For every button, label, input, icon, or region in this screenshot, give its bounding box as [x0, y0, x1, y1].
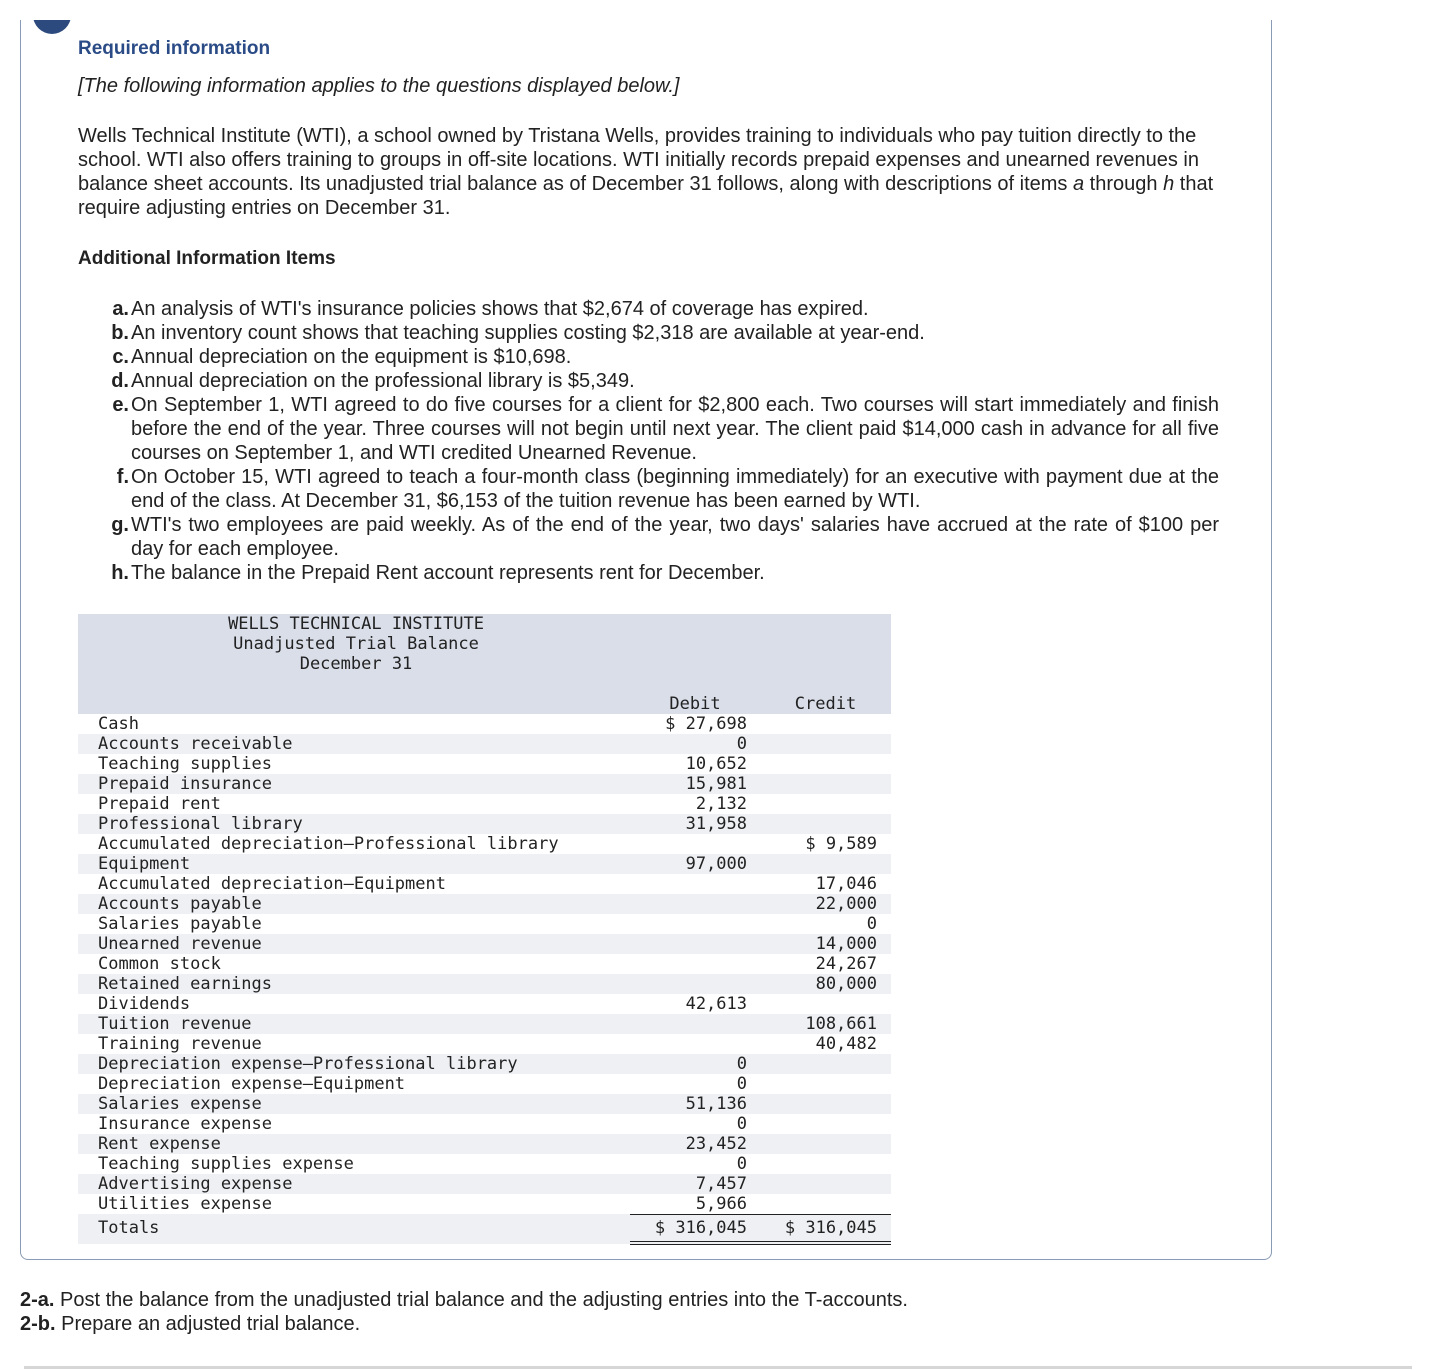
account-name: Accounts receivable	[98, 734, 293, 754]
account-name: Accumulated depreciation—Professional library	[98, 834, 559, 854]
statement-date: December 31	[299, 654, 413, 674]
debit-value: 2,132	[695, 794, 747, 814]
item-letter: h.	[111, 562, 129, 584]
item-text: An analysis of WTI's insurance policies shows that $2,674 of coverage has expired.	[131, 298, 869, 320]
table-row	[78, 874, 891, 894]
table-row	[78, 954, 891, 974]
debit-value: 5,966	[695, 1194, 747, 1214]
table-row	[78, 1094, 891, 1114]
table-row	[78, 894, 891, 914]
required-information-title: Required information	[78, 38, 271, 59]
account-name: Prepaid rent	[98, 794, 221, 814]
account-name: Salaries payable	[98, 914, 262, 934]
item-text: WTI's two employees are paid weekly. As of the end of the year, two days' salaries have accrued at the rate of $100 per day for each employee.	[131, 514, 1219, 560]
credit-total: $ 316,045	[784, 1218, 877, 1238]
table-row	[78, 1194, 891, 1214]
item-letter: c.	[112, 346, 129, 368]
credit-value: 22,000	[815, 894, 877, 914]
debit-column-header: Debit	[630, 694, 760, 714]
account-name: Depreciation expense—Equipment	[98, 1074, 406, 1094]
table-row	[78, 1174, 891, 1194]
debit-total: $ 316,045	[654, 1218, 747, 1238]
account-name: Insurance expense	[98, 1114, 272, 1134]
table-row	[78, 994, 891, 1014]
account-name: Advertising expense	[98, 1174, 293, 1194]
column-header-row	[78, 694, 891, 714]
credit-value: $ 9,589	[805, 834, 877, 854]
account-name: Tuition revenue	[98, 1014, 252, 1034]
account-name: Dividends	[98, 994, 191, 1014]
account-name: Common stock	[98, 954, 221, 974]
table-row	[78, 1154, 891, 1174]
info-item-a	[107, 297, 1219, 321]
question-number: 2-b.	[20, 1313, 56, 1335]
trial-balance-body	[78, 694, 891, 1244]
credit-column-header: Credit	[760, 694, 891, 714]
debit-value: $ 27,698	[665, 714, 747, 734]
credit-value: 17,046	[815, 874, 877, 894]
item-letter: b.	[111, 322, 129, 344]
table-row	[78, 1114, 891, 1134]
question-number: 2-a.	[20, 1289, 55, 1311]
debit-double-underline	[630, 1241, 760, 1245]
debit-value: 97,000	[685, 854, 747, 874]
intro-text-2: that require adjusting entries on December 31.	[78, 173, 1214, 219]
account-name: Professional library	[98, 814, 303, 834]
table-row	[78, 1054, 891, 1074]
bottom-divider	[24, 1366, 1412, 1369]
column-header-spacer	[78, 694, 630, 714]
totals-row	[78, 1214, 891, 1244]
account-name: Accumulated depreciation—Equipment	[98, 874, 446, 894]
item-text: On September 1, WTI agreed to do five courses for a client for $2,800 each. Two courses will start immediately and finish before the end of the year. Three courses will not begin until next year. The client paid $14,000 cash in advance for all five courses on September 1, and WTI credited Unearned Revenue.	[131, 394, 1219, 464]
table-row	[78, 774, 891, 794]
credit-value: 80,000	[815, 974, 877, 994]
credit-value: 14,000	[815, 934, 877, 954]
account-name: Accounts payable	[98, 894, 262, 914]
debit-value: 31,958	[685, 814, 747, 834]
question-text: Post the balance from the unadjusted trial balance and the adjusting entries into the T-accounts.	[54, 1289, 908, 1311]
question-2a	[20, 1288, 908, 1312]
item-letter: f.	[116, 466, 129, 488]
table-row	[78, 714, 891, 734]
table-row	[78, 934, 891, 954]
info-item-f	[107, 465, 1219, 513]
debit-value: 23,452	[685, 1134, 747, 1154]
account-name: Utilities expense	[98, 1194, 272, 1214]
questions-block	[20, 1288, 908, 1336]
account-name: Salaries expense	[98, 1094, 262, 1114]
info-item-h	[107, 561, 1219, 585]
question-text: Prepare an adjusted trial balance.	[55, 1313, 361, 1335]
table-row	[78, 814, 891, 834]
debit-value: 7,457	[695, 1174, 747, 1194]
item-letter: g.	[111, 514, 129, 536]
account-name: Retained earnings	[98, 974, 272, 994]
intro-letter-h: h	[1163, 173, 1175, 195]
intro-text-1: Wells Technical Institute (WTI), a school owned by Tristana Wells, provides training to individuals who pay tuition directly to the school. WTI also offers training to groups in off-site locations. WTI initially records prepaid expenses and unearned revenues in balance sheet accounts. Its unadjusted trial balance as of December 31 follows, along with descriptions of items	[78, 125, 1199, 195]
trial-balance-table	[78, 614, 891, 1244]
trial-balance-header	[78, 614, 891, 694]
account-name: Unearned revenue	[98, 934, 262, 954]
totals-label: Totals	[98, 1218, 160, 1238]
intro-text-through: through	[1084, 173, 1164, 195]
item-text: Annual depreciation on the equipment is $10,698.	[131, 346, 572, 368]
item-text: On October 15, WTI agreed to teach a four-month class (beginning immediately) for an executive with payment due at the end of the class. At December 31, $6,153 of the tuition revenue has been earned by WTI.	[131, 466, 1219, 512]
table-row	[78, 1034, 891, 1054]
table-row	[78, 1074, 891, 1094]
debit-value: 0	[736, 1074, 747, 1094]
item-text: The balance in the Prepaid Rent account represents rent for December.	[131, 562, 765, 584]
company-name: WELLS TECHNICAL INSTITUTE	[228, 614, 484, 634]
table-row	[78, 854, 891, 874]
debit-value: 0	[736, 1054, 747, 1074]
item-letter: e.	[112, 394, 129, 416]
table-row	[78, 794, 891, 814]
intro-paragraph	[78, 124, 1228, 220]
info-item-b	[107, 321, 1219, 345]
applies-note: [The following information applies to the questions displayed below.]	[78, 75, 680, 97]
table-row	[78, 834, 891, 854]
account-name: Prepaid insurance	[98, 774, 272, 794]
table-row	[78, 734, 891, 754]
item-letter: a.	[112, 298, 129, 320]
info-item-d	[107, 369, 1219, 393]
account-name: Equipment	[98, 854, 191, 874]
item-text: Annual depreciation on the professional library is $5,349.	[131, 370, 635, 392]
panel-corner-tab	[33, 12, 71, 34]
debit-value: 42,613	[685, 994, 747, 1014]
credit-value: 24,267	[815, 954, 877, 974]
account-name: Depreciation expense—Professional library	[98, 1054, 518, 1074]
table-row	[78, 754, 891, 774]
required-information-panel	[20, 20, 1272, 1260]
intro-letter-a: a	[1073, 173, 1085, 195]
credit-value: 0	[866, 914, 877, 934]
account-name: Teaching supplies	[98, 754, 272, 774]
table-row	[78, 914, 891, 934]
additional-info-heading: Additional Information Items	[78, 248, 336, 269]
info-item-c	[107, 345, 1219, 369]
account-name: Teaching supplies expense	[98, 1154, 354, 1174]
debit-value: 51,136	[685, 1094, 747, 1114]
credit-value: 108,661	[805, 1014, 877, 1034]
trial-balance-title-block	[78, 614, 891, 674]
credit-value: 40,482	[815, 1034, 877, 1054]
debit-value: 0	[736, 1154, 747, 1174]
debit-value: 0	[736, 1114, 747, 1134]
question-2b	[20, 1312, 908, 1336]
credit-double-underline	[760, 1241, 891, 1245]
table-row	[78, 1134, 891, 1154]
info-item-g	[107, 513, 1219, 561]
additional-info-list	[107, 297, 1219, 585]
table-row	[78, 974, 891, 994]
account-name: Rent expense	[98, 1134, 221, 1154]
item-text: An inventory count shows that teaching supplies costing $2,318 are available at year-end.	[131, 322, 925, 344]
debit-value: 0	[736, 734, 747, 754]
table-row	[78, 1014, 891, 1034]
debit-value: 10,652	[685, 754, 747, 774]
account-name: Training revenue	[98, 1034, 262, 1054]
account-name: Cash	[98, 714, 139, 734]
item-letter: d.	[111, 370, 129, 392]
statement-title: Unadjusted Trial Balance	[233, 634, 479, 654]
debit-value: 15,981	[685, 774, 747, 794]
info-item-e	[107, 393, 1219, 465]
